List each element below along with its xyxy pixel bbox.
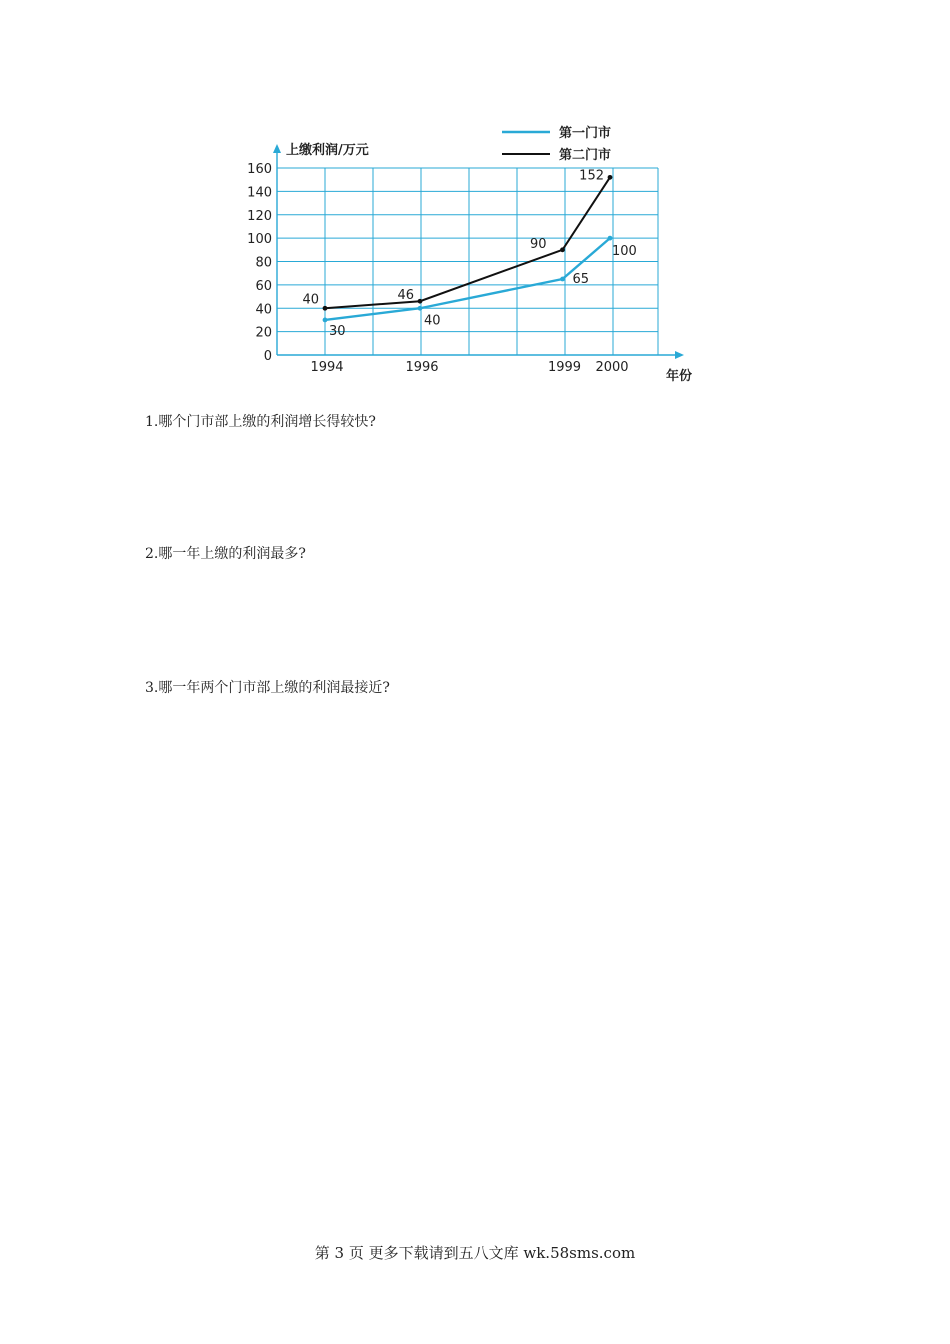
series-line-2 xyxy=(325,177,610,308)
y-tick-label-40: 40 xyxy=(255,302,272,318)
data-label-s1-1996: 40 xyxy=(424,313,441,329)
series-2-point-2000 xyxy=(608,175,613,180)
x-tick-label-2000: 2000 xyxy=(595,360,629,375)
question-1: 1.哪个门市部上缴的利润增长得较快? xyxy=(145,414,376,430)
series-2-point-1996 xyxy=(418,299,423,304)
series-1-point-1994 xyxy=(323,318,328,323)
x-axis-arrow xyxy=(675,351,684,359)
y-tick-label-160: 160 xyxy=(247,162,272,177)
series-1-point-1996 xyxy=(418,306,423,311)
data-label-s2-1996: 46 xyxy=(397,288,414,304)
y-axis-arrow xyxy=(273,144,281,153)
data-label-s1-1999: 65 xyxy=(572,272,590,288)
y-tick-label-20: 20 xyxy=(255,325,272,341)
series-2-point-1994 xyxy=(323,306,328,311)
y-tick-label-0: 0 xyxy=(263,349,272,364)
chart-legend xyxy=(502,125,611,163)
question-3: 3.哪一年两个门市部上缴的利润最接近? xyxy=(145,680,390,696)
legend-label-1: 第一门市 xyxy=(559,126,612,141)
y-tick-label-120: 120 xyxy=(247,208,272,224)
x-axis-title: 年份 xyxy=(666,369,693,384)
data-label-s2-1999: 90 xyxy=(529,236,547,252)
series-1-point-2000 xyxy=(608,236,613,241)
legend-label-2: 第二门市 xyxy=(559,148,612,163)
x-tick-label-1996: 1996 xyxy=(405,360,439,375)
question-2: 2.哪一年上缴的利润最多? xyxy=(145,546,306,562)
y-tick-label-100: 100 xyxy=(247,232,272,248)
series-line-1 xyxy=(325,238,610,320)
chart-labels xyxy=(247,142,692,384)
y-tick-label-80: 80 xyxy=(255,255,272,271)
y-tick-label-140: 140 xyxy=(247,185,272,201)
x-tick-label-1999: 1999 xyxy=(547,360,582,375)
page-footer: 第 3 页 更多下载请到五八文库 wk.58sms.com xyxy=(314,1244,636,1262)
data-label-s1-1994: 30 xyxy=(329,323,346,339)
line-chart xyxy=(0,0,950,400)
data-label-s2-2000: 152 xyxy=(579,168,604,184)
series-2-point-1999 xyxy=(560,247,565,252)
y-axis-title: 上缴利润/万元 xyxy=(286,143,369,158)
chart-series xyxy=(323,175,613,322)
x-tick-label-1994: 1994 xyxy=(310,360,344,375)
data-label-s2-1994: 40 xyxy=(302,292,319,308)
series-1-point-1999 xyxy=(560,277,565,282)
y-tick-label-60: 60 xyxy=(255,278,272,294)
data-label-s1-2000: 100 xyxy=(612,244,637,260)
